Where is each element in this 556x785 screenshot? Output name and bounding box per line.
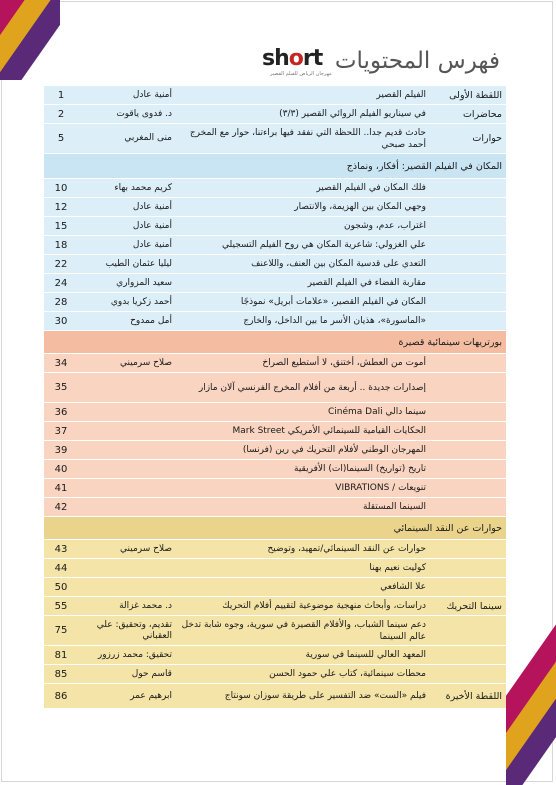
toc-entry-title: «الماسورة»، هذيان الأسر ما بين الداخل، والخارج [243,316,426,326]
toc-row [44,646,506,665]
toc-entry-author [80,460,176,478]
toc-entry-title: أموت من العطش، أختنق، لا أستطيع الصراخ [262,358,426,368]
toc-row [44,559,506,578]
toc-entry-author [80,498,176,516]
toc-section-label [432,179,506,197]
toc-row [44,540,506,559]
toc-entry-title: تنويعات / VIBRATIONS [335,483,426,493]
toc-row [44,441,506,460]
toc-section-label [432,578,506,596]
toc-page-number: 40 [54,463,68,475]
toc-page-number: 24 [54,277,68,289]
toc-section-label [432,646,506,664]
toc-section-label [432,198,506,216]
toc-page-number: 5 [57,133,65,144]
toc-entry-title: في سيناريو الفيلم الروائي القصير (٣/٣) [279,109,426,119]
toc-entry-title: حوارات عن النقد السينمائي/تمهيد، وتوضيح [267,544,426,554]
toc-row [44,479,506,498]
toc-entry-author: أمنية عادل [132,220,172,231]
toc-row [44,684,506,709]
toc-entry-author [80,578,176,596]
toc-entry-author: ابرهيم عمر [130,690,172,701]
toc-entry-title: المعهد العالي للسينما في سورية [305,650,426,660]
toc-page-number: 85 [54,668,68,680]
toc-row [44,422,506,441]
toc-row [44,597,506,616]
toc-entry-author: منى المغربي [124,133,172,143]
toc-page-number: 15 [54,220,68,232]
toc-page-number: 12 [54,201,68,213]
toc-entry-author: تقديم، وتحقيق: علي العقباني [96,619,172,641]
toc-entry-title: وجهي المكان بين الهزيمة، والانتصار [294,202,426,212]
toc-section-label [432,540,506,558]
toc-entry-author [80,479,176,497]
toc-entry-author: أمنية عادل [132,239,172,250]
toc-entry-title: اغتراب، عدم، وشجون [343,221,426,231]
toc-row [44,255,506,274]
toc-row [44,403,506,422]
toc-entry-author: صلاح سرميني [120,357,172,368]
toc-row [44,312,506,331]
toc-entry-title: فلك المكان في الفيلم القصير [316,183,426,193]
toc-section-label [432,559,506,577]
toc-row [44,373,506,403]
toc-section-label [432,236,506,254]
toc-section-label [432,460,506,478]
toc-row [44,105,506,124]
toc-section-label: سينما التحريك [446,600,502,612]
toc-section-label [432,616,506,645]
toc-entry-author: د. محمد غزالة [119,600,172,611]
section-heading-label: بورتريهات سينمائية قصيرة [398,336,502,348]
toc-page-number: 28 [54,296,68,308]
toc-section-heading [44,154,506,179]
toc-entry-title: محطات سينمائية، كتاب علي حمود الحسن [269,669,426,679]
toc-entry-author [80,422,176,440]
toc-page-number: 36 [54,406,68,418]
toc-entry-title: دعم سينما الشباب، والأفلام القصيرة في سورية، وجوه شابة تدخل عالم السينما [181,619,426,642]
toc-entry-author [80,373,176,402]
toc-row [44,274,506,293]
page-header [260,36,500,84]
toc-entry-author: أمنية عادل [132,201,172,212]
toc-page-number: 81 [54,649,68,661]
corner-stripes-top-left [0,0,60,80]
toc-page-number: 1 [57,89,65,101]
toc-entry-title: السينما المستقلة [362,502,426,512]
toc-entry-author: أمنية عادل [132,89,172,100]
toc-row [44,498,506,517]
toc-section-label [432,441,506,459]
toc-section-heading [44,517,506,540]
section-heading-label: حوارات عن النقد السينمائي [393,522,502,534]
toc-entry-author: تحقيق: محمد زرزور [97,649,172,660]
toc-row [44,293,506,312]
toc-page-number: 10 [54,182,68,194]
toc-section-label [432,217,506,235]
toc-entry-author: ليليا عثمان الطيب [105,258,172,269]
toc-row [44,616,506,646]
toc-page-number: 22 [54,258,68,270]
toc-entry-author [80,403,176,421]
toc-row [44,124,506,154]
toc-entry-title: المكان في الفيلم القصير، «علامات أبريل» نموذجًا [240,297,426,307]
toc-entry-title: إصدارات جديدة .. أربعة من أفلام المخرج الفرنسي آلان مازار [198,382,426,393]
toc-section-label [432,373,506,402]
toc-entry-title: علا الشافعي [380,582,426,592]
toc-section-label [432,312,506,330]
toc-entry-author: كريم محمد بهاء [114,182,172,193]
toc-section-label: محاضرات [462,108,502,120]
toc-section-label [432,479,506,497]
page-title: فهرس المحتويات [334,48,500,74]
toc-entry-title: تاريخ (تواريخ) السينما(ات) الأفريقية [294,464,426,474]
short-logo: short مهرجان الرياض للفيلم القصير [262,46,332,77]
toc-entry-title: التعدي على قدسية المكان بين العنف، واللاعنف [251,259,426,269]
toc-page-number: 2 [57,108,65,120]
corner-stripes-bottom-right [506,595,556,785]
toc-section-label [432,255,506,273]
toc-row [44,236,506,255]
toc-page-number: 43 [54,543,68,555]
toc-section-label [432,665,506,683]
table-of-contents [44,86,506,728]
toc-entry-title: الفيلم القصير [376,90,426,100]
toc-entry-title: مقاربة الفضاء في الفيلم القصير [307,278,426,288]
toc-entry-title: علي الغزولي: شاعرية المكان هي روح الفيلم التسجيلي [222,240,426,250]
toc-entry-title: الحكايات القيامية للسينمائي الأمريكي Mark Street [232,426,426,436]
toc-page-number: 55 [54,600,68,612]
toc-page-number: 41 [54,482,68,494]
toc-row [44,217,506,236]
toc-entry-author: سعيد المزواري [116,277,172,288]
toc-row [44,578,506,597]
toc-row [44,354,506,373]
toc-entry-author: أمل ممدوح [130,315,172,326]
toc-page-number: 34 [54,357,68,369]
toc-row [44,179,506,198]
toc-entry-title: فيلم «الست» ضد التفسير على طريقة سوزان سونتاج [224,691,426,701]
toc-page-number: 50 [54,581,68,593]
toc-section-label [432,354,506,372]
toc-entry-title: المهرجان الوطني لأفلام التحريك في رين (فرنسا) [242,445,426,455]
toc-page-number: 37 [54,425,68,437]
toc-section-label: اللقطة الأخيرة [445,690,502,702]
toc-section-label [432,422,506,440]
toc-row [44,665,506,684]
toc-page-number: 44 [54,562,68,574]
toc-section-label [432,274,506,292]
toc-section-label: اللقطة الأولى [449,89,502,101]
toc-page-number: 18 [54,239,68,251]
toc-entry-author: صلاح سرميني [120,543,172,554]
toc-row [44,198,506,217]
toc-section-label [432,293,506,311]
section-heading-label: المكان في الفيلم القصير: أفكار، ونماذج [346,160,502,172]
toc-entry-author: د. فدوى ياقوت [116,108,172,119]
toc-row [44,86,506,105]
toc-entry-author: أحمد زكريا بدوي [110,296,172,307]
toc-entry-author: قاسم حول [131,668,172,679]
toc-page-number: 35 [54,382,68,393]
toc-page-number: 39 [54,444,68,456]
toc-section-label [432,498,506,516]
toc-row [44,460,506,479]
toc-section-label [432,403,506,421]
toc-entry-author [80,559,176,577]
toc-entry-author [80,441,176,459]
toc-section-label: حوارات [472,133,502,144]
toc-page-number: 86 [54,690,68,702]
toc-entry-title: حادث قديم جدا.. اللحظة التي نفقد فيها براءتنا، حوار مع المخرج أحمد صبحي [189,127,426,150]
toc-entry-title: سينما دالي Cinéma Dali [327,407,426,417]
toc-page-number: 42 [54,501,68,513]
toc-page-number: 30 [54,315,68,327]
toc-section-heading [44,331,506,354]
toc-entry-title: دراسات، وأبحاث منهجية موضوعية لتقييم أفلام التحريك [222,601,426,611]
toc-entry-title: كوليت نعيم بهنا [369,563,426,573]
toc-page-number: 75 [54,625,68,636]
